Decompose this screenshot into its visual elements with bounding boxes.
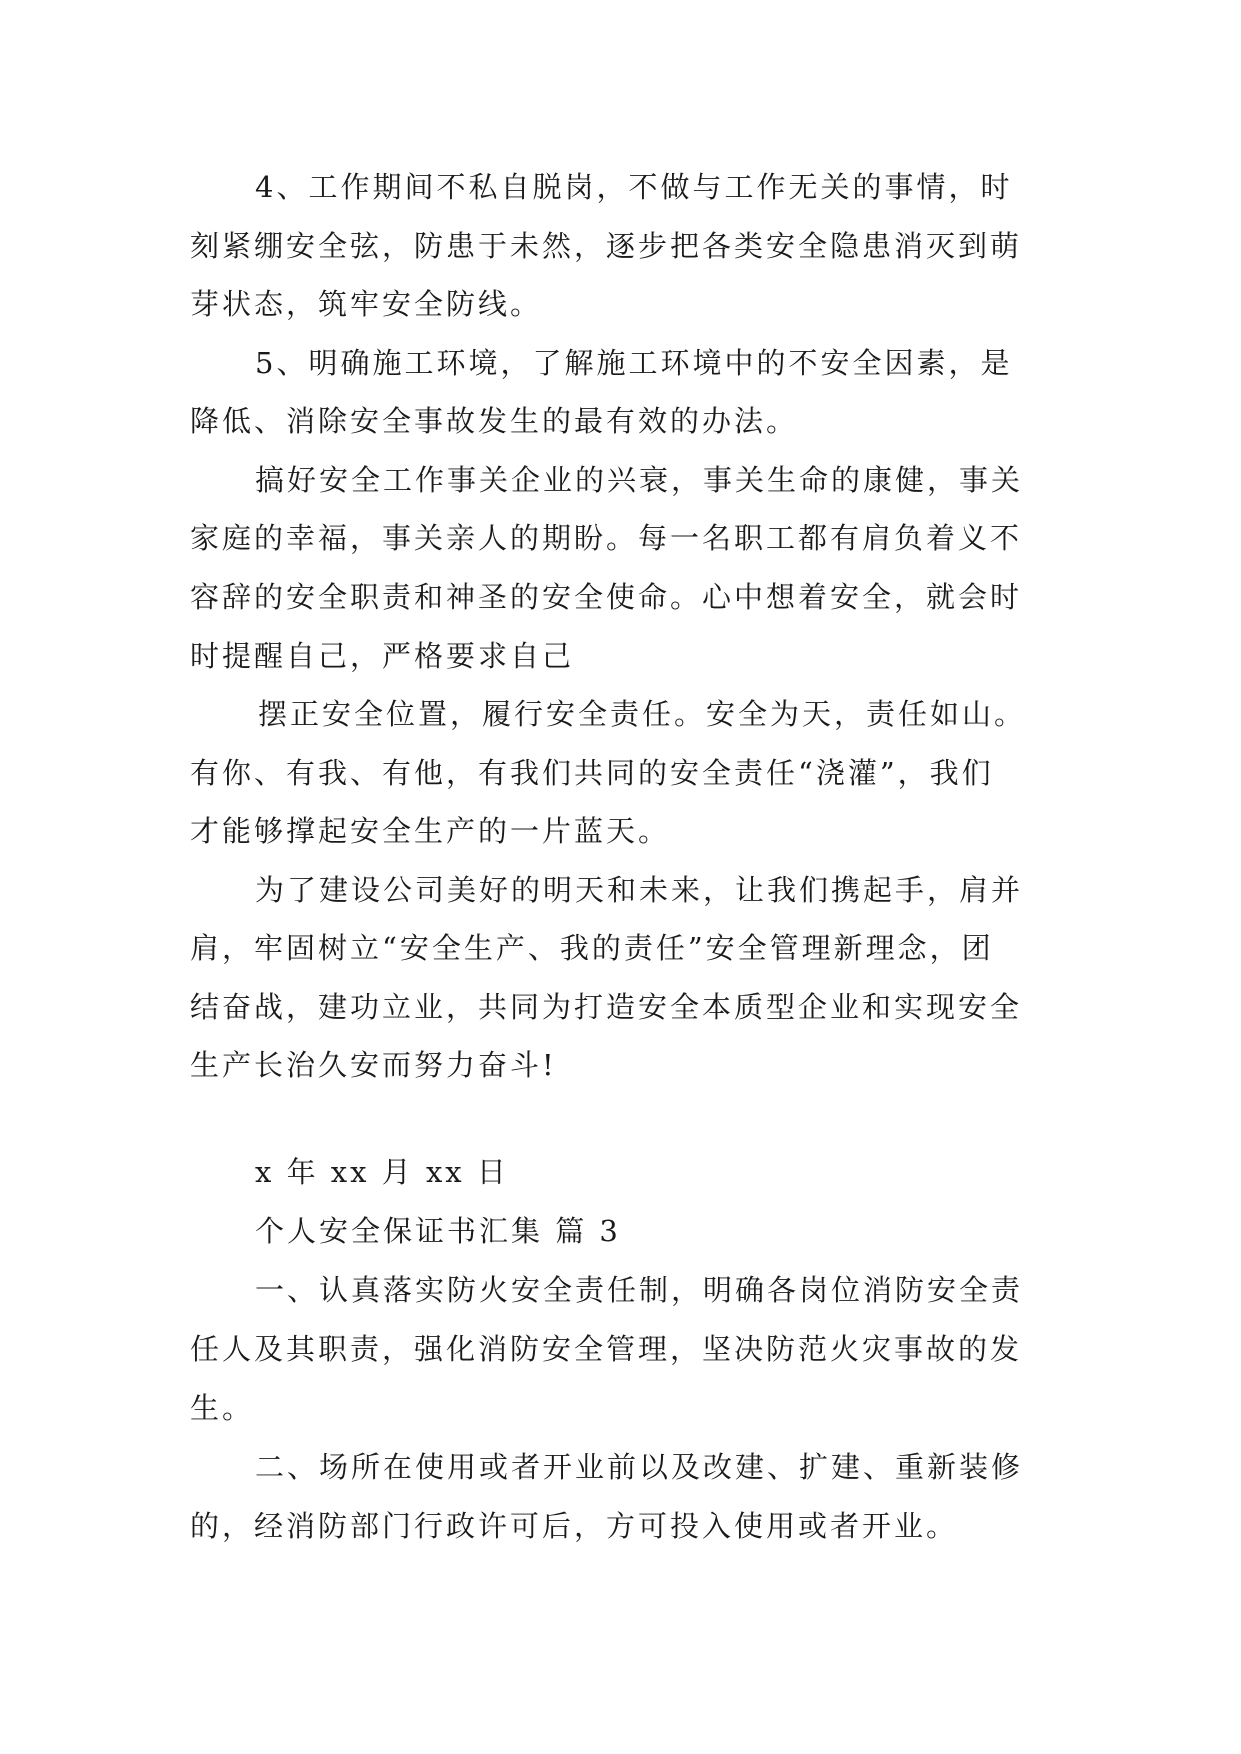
text-line: 肩，牢固树立“安全生产、我的责任”安全管理新理念，团 <box>190 931 994 965</box>
text-line: 摆正安全位置，履行安全责任。安全为天，责任如山。 <box>258 697 1027 731</box>
text-line: 的，经消防部门行政许可后，方可投入使用或者开业。 <box>190 1509 959 1543</box>
text-line: 生产长治久安而努力奋斗! <box>190 1048 557 1082</box>
text-line: 一、认真落实防火安全责任制，明确各岗位消防安全责 <box>255 1273 1024 1307</box>
text-line: 时提醒自己，严格要求自己 <box>190 639 575 673</box>
text-line: 为了建设公司美好的明天和未来，让我们携起手，肩并 <box>255 873 1024 907</box>
text-line: 任人及其职责，强化消防安全管理，坚决防范火灾事故的发 <box>190 1332 1023 1366</box>
text-line: 容辞的安全职责和神圣的安全使命。心中想着安全，就会时 <box>190 580 1023 614</box>
text-line: 搞好安全工作事关企业的兴衰，事关生命的康健，事关 <box>255 463 1024 497</box>
text-line: 生。 <box>190 1391 255 1425</box>
text-line: 才能够撑起安全生产的一片蓝天。 <box>190 814 671 848</box>
text-line: 刻紧绷安全弦，防患于未然，逐步把各类安全隐患消灭到萌 <box>190 229 1023 263</box>
text-line: 芽状态，筑牢安全防线。 <box>190 287 543 321</box>
text-line: 5、明确施工环境，了解施工环境中的不安全因素，是 <box>255 346 1013 380</box>
text-line: 家庭的幸福，事关亲人的期盼。每一名职工都有肩负着义不 <box>190 521 1023 555</box>
text-line: 二、场所在使用或者开业前以及改建、扩建、重新装修 <box>255 1450 1024 1484</box>
text-line: 降低、消除安全事故发生的最有效的办法。 <box>190 404 799 438</box>
section-title: 个人安全保证书汇集 篇 3 <box>255 1214 621 1248</box>
text-line: 4、工作期间不私自脱岗，不做与工作无关的事情，时 <box>255 170 1013 204</box>
text-line: 有你、有我、有他，有我们共同的安全责任“浇灌”，我们 <box>190 756 994 790</box>
text-line: 结奋战，建功立业，共同为打造安全本质型企业和实现安全 <box>190 990 1023 1024</box>
date-line: x 年 xx 月 xx 日 <box>255 1155 509 1189</box>
